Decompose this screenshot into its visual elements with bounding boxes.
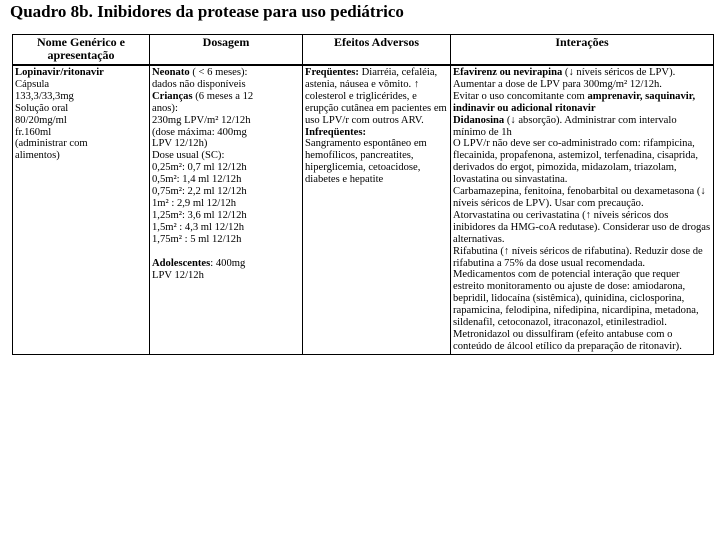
cell-dosagem	[150, 65, 303, 354]
criancas-line: anos):	[152, 102, 178, 114]
interacao-text: Medicamentos com de potencial interação que requer estreito monitoramento ou ajuste de dose: amiodarona, bepridil, lidocaína (sistêmica), quinidina, ciclosporina, rapamicina, felodipina, nifedipina, nicardipina, metadona, sildenafil, cetoconazol, itraconazol, etinilestradiol.	[453, 269, 699, 329]
dose-line: 1,5m² : 4,3 ml 12/12h	[152, 221, 245, 233]
dose-line: LPV 12/12h)	[152, 138, 208, 150]
interacao-text: O LPV/r não deve ser co-administrado com: rifampicina, flecainida, propafenona, astemizol, terfenadina, cisaprida, derivados do ergot, pimozida, midazolam, triazolam, lovastatina ou sinvastatina.	[453, 138, 699, 186]
drug-name: Lopinavir/ritonavir	[15, 67, 104, 78]
table-title: Quadro 8b. Inibidores da protease para uso pediátrico	[10, 2, 404, 21]
infrequentes-text: Sangramento espontâneo em hemofílicos, pancreatites, hiperglicemia, cetoacidose, diabetes e hepatite	[305, 138, 427, 186]
header-dosagem: Dosagem	[150, 35, 303, 66]
frequentes-text: Diarréia, cefaléia, astenia, náusea e vômito. ↑ colesterol e triglicérides, e erupção cutânea em pacientes em uso LPV/r com outros ARV.	[305, 67, 447, 126]
dose-line: 230mg LPV/m² 12/12h	[152, 114, 251, 126]
interacao-text: (↓ absorção). Administrar com intervalo mínimo de 1h	[453, 114, 677, 138]
adolescentes-rest: : 400mg	[210, 257, 246, 269]
dose-line: 0,75m²: 2,2 ml 12/12h	[152, 186, 247, 198]
dose-line: Dose usual (SC):	[152, 150, 225, 162]
neonato-line: dados não disponíveis	[152, 78, 246, 90]
spacer	[152, 246, 300, 258]
adolescentes-label: Adolescentes	[152, 257, 211, 269]
nome-line: Cápsula	[15, 78, 50, 90]
interacao-text: Carbamazepina, fenitoína, fenobarbital ou dexametasona (↓ níveis séricos de LPV). Usar com precaução.	[453, 186, 706, 209]
cell-interacoes	[451, 65, 714, 354]
table-row	[13, 65, 714, 354]
neonato-label: Neonato	[152, 67, 190, 78]
interacao-bold: Didanosina	[453, 114, 505, 126]
adolescentes-line: LPV 12/12h	[152, 269, 204, 281]
interacao-text: Atorvastatina ou cerivastatina (↑ níveis séricos dos inibidores da HMG-coA redutase). Considerar uso de drogas alternativas.	[453, 209, 711, 245]
dose-line: 1,75m² : 5 ml 12/12h	[152, 233, 242, 245]
neonato-rest: ( < 6 meses):	[192, 67, 248, 78]
header-interacoes: Interações	[451, 35, 714, 66]
nome-line: alimentos)	[15, 150, 60, 162]
nome-line: 133,3/33,3mg	[15, 90, 74, 102]
frequentes-label: Freqüentes:	[305, 67, 359, 78]
interacao-text: (↓ níveis séricos de LPV). Aumentar a dose de LPV para 300mg/m² 12/12h.	[453, 67, 676, 90]
dose-line: 0,25m²: 0,7 ml 12/12h	[152, 162, 247, 174]
header-row	[13, 35, 714, 66]
protease-inhibitor-table	[12, 34, 714, 355]
criancas-rest: (6 meses a 12	[195, 90, 254, 102]
interacao-text: Rifabutina (↑ níveis séricos de rifabutina). Reduzir dose de rifabutina a 75% da dose usual recomendada.	[453, 245, 703, 269]
interacao-text: Evitar o uso concomitante com	[453, 90, 588, 102]
nome-line: fr.160ml	[15, 126, 52, 138]
criancas-label: Crianças	[152, 90, 193, 102]
dose-line: 1m² : 2,9 ml 12/12h	[152, 197, 237, 209]
nome-line: (administrar com	[15, 138, 88, 150]
header-efeitos: Efeitos Adversos	[303, 35, 451, 66]
dose-line: (dose máxima: 400mg	[152, 126, 247, 138]
interacao-bold: amprenavir, saquinavir, indinavir ou adicional ritonavir	[453, 90, 696, 114]
nome-line: 80/20mg/ml	[15, 114, 67, 126]
header-nome: Nome Genérico e apresentação	[13, 35, 150, 66]
dose-line: 1,25m²: 3,6 ml 12/12h	[152, 209, 247, 221]
infrequentes-label: Infreqüentes:	[305, 126, 367, 138]
cell-nome	[13, 65, 150, 354]
dose-line: 0,5m²: 1,4 ml 12/12h	[152, 174, 242, 186]
cell-efeitos	[303, 65, 451, 354]
interacao-text: Metronidazol ou dissulfiram (efeito antabuse com o conteúdo de álcool etílico da preparação de ritonavir).	[453, 328, 682, 352]
nome-line: Solução oral	[15, 102, 69, 114]
interacao-bold: Efavirenz ou nevirapina	[453, 67, 563, 78]
